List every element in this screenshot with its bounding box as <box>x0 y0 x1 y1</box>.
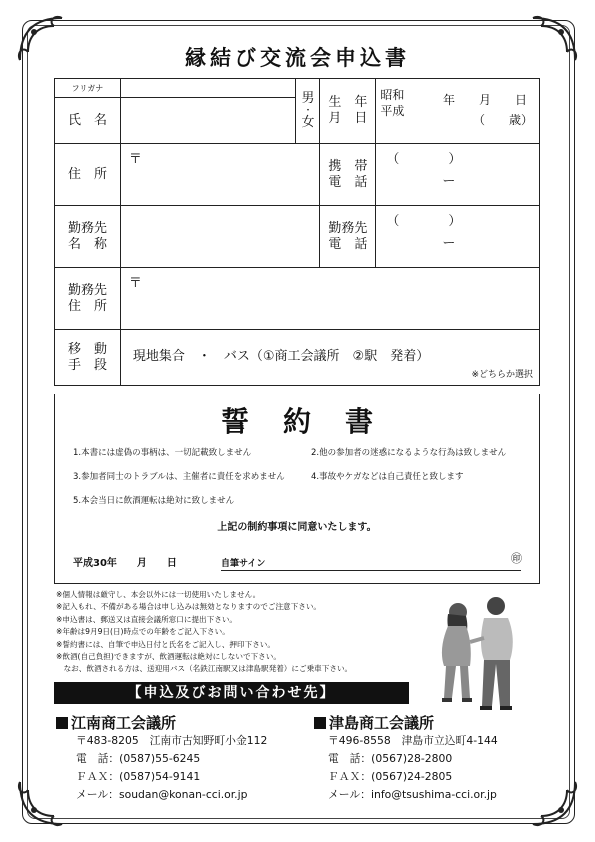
work-phone-label <box>320 206 376 268</box>
notes <box>56 589 352 676</box>
mobile-paren-open: （ <box>386 152 400 167</box>
pledge-item-5: 5.本会当日に飲酒運転は絶対に致しません <box>73 496 235 506</box>
birthdate-field[interactable] <box>376 79 540 144</box>
square-bullet-icon <box>314 717 326 729</box>
furigana-field[interactable] <box>120 79 296 98</box>
couple-illustration <box>420 594 535 714</box>
signature-line[interactable] <box>221 570 521 571</box>
konan-org <box>56 712 176 733</box>
gender-select[interactable] <box>296 79 320 144</box>
name-field[interactable] <box>120 98 296 144</box>
tsushima-fax: ＦＡＸ：(0567)24-2805 <box>328 770 453 783</box>
work-phone-label-line2: 電 話 <box>328 236 368 252</box>
pledge-item-1: 1.本書には虚偽の事柄は、一切記載致しません <box>73 448 252 458</box>
transport-field[interactable] <box>120 330 539 386</box>
note-3: ※申込書は、郵送又は直接会議所窓口に提出下さい。 <box>56 614 238 624</box>
transport-note: ※どちらか選択 <box>471 369 533 380</box>
work-name-label <box>55 206 121 268</box>
birth-label-line2: 月 日 <box>328 111 368 126</box>
name-label: 氏 名 <box>55 98 121 144</box>
konan-postal: 〒483-8205 江南市古知野町小金112 <box>76 734 268 747</box>
corner-ornament-bottom-left <box>14 776 68 830</box>
konan-name: 江南商工会議所 <box>71 714 177 732</box>
birthdate-label <box>320 79 376 144</box>
transport-label-line1: 移 動 <box>67 341 107 357</box>
work-phone-paren-close: ） <box>448 214 462 229</box>
mobile-dash: ー <box>442 174 456 189</box>
work-phone-paren-open: （ <box>386 214 400 229</box>
square-bullet-icon <box>56 717 68 729</box>
era-heisei[interactable]: 平成 <box>380 104 405 118</box>
konan-mail[interactable]: メール：soudan@konan-cci.or.jp <box>76 788 248 801</box>
pledge-item-3: 3.参加者同士のトラブルは、主催者に責任を求めません <box>73 472 285 482</box>
tsushima-tel[interactable]: 電 話：(0567)28-2800 <box>328 752 453 765</box>
mobile-field[interactable] <box>376 144 540 206</box>
tsushima-contact <box>328 732 498 804</box>
pledge-date[interactable]: 平成30年 月 日 <box>73 558 177 569</box>
transport-label <box>55 330 121 386</box>
transport-label-line2: 手 段 <box>67 357 107 373</box>
work-address-label-line2: 住 所 <box>67 298 107 314</box>
mobile-label-line2: 電 話 <box>328 174 368 190</box>
transport-options[interactable]: 現地集合 ・ バス（①商工会議所 ②駅 発着） <box>132 348 430 364</box>
mobile-label <box>320 144 376 206</box>
mobile-label-line1: 携 帯 <box>328 158 368 174</box>
ymd-label: 年 月 日 <box>442 93 533 107</box>
work-name-label-line2: 名 称 <box>67 236 107 252</box>
application-form <box>54 78 540 386</box>
signature-label: 自筆サイン <box>221 559 266 569</box>
pledge-title: 誓約書 <box>220 405 407 438</box>
seal-mark: ㊞ <box>511 552 522 565</box>
address-label: 住 所 <box>55 144 121 206</box>
tsushima-postal: 〒496-8558 津島市立込町4-144 <box>328 734 498 747</box>
note-4: ※年齢は9月9日(日)時点での年齢をご記入下さい。 <box>56 627 230 637</box>
gender-male[interactable]: 男 <box>301 91 315 106</box>
corner-ornament-bottom-right <box>527 776 581 830</box>
work-name-label-line1: 勤務先 <box>67 220 107 236</box>
pledge-item-2: 2.他の参加者の迷惑になるような行為は致しません <box>311 448 507 458</box>
era-showa[interactable]: 昭和 <box>380 88 405 102</box>
mobile-paren-close: ） <box>448 152 462 167</box>
work-address-label-line1: 勤務先 <box>67 282 107 298</box>
note-5: ※誓約書には、自筆で申込日付と氏名をご記入し、押印下さい。 <box>56 639 275 649</box>
konan-tel[interactable]: 電 話：(0587)55-6245 <box>76 752 201 765</box>
postal-mark: 〒 <box>128 152 142 167</box>
tsushima-org <box>314 712 434 733</box>
age-label: （ 歳） <box>472 113 533 127</box>
pledge-section <box>54 394 540 584</box>
tsushima-mail[interactable]: メール：info@tsushima-cci.or.jp <box>328 788 497 801</box>
work-phone-dash: ー <box>442 236 456 251</box>
page-title: 縁結び交流会申込書 <box>185 46 410 70</box>
note-7: なお、飲酒される方は、送迎用バス（名鉄江南駅又は津島駅発着）にご乗車下さい。 <box>56 664 353 674</box>
pledge-agree: 上記の制約事項に同意いたします。 <box>217 522 377 533</box>
pledge-item-4: 4.事故やケガなどは自己責任と致します <box>311 472 464 482</box>
gender-separator: ・ <box>303 106 313 116</box>
konan-fax: ＦＡＸ：(0587)54-9141 <box>76 770 201 783</box>
work-postal-mark: 〒 <box>128 276 142 291</box>
work-phone-label-line1: 勤務先 <box>328 220 368 236</box>
furigana-label: フリガナ <box>55 79 121 98</box>
konan-contact <box>76 732 267 804</box>
note-2: ※記入もれ、不備がある場合は申し込みは無効となりますのでご注意下さい。 <box>56 602 322 612</box>
contact-heading: 【申込及びお問い合わせ先】 <box>54 682 409 704</box>
work-name-field[interactable] <box>120 206 320 268</box>
gender-female[interactable]: 女 <box>301 115 315 130</box>
work-address-field[interactable] <box>120 268 539 330</box>
note-6: ※飲酒(自己負担)できますが、飲酒運転は絶対にしないで下さい。 <box>56 652 281 662</box>
address-field[interactable] <box>120 144 320 206</box>
work-address-label <box>55 268 121 330</box>
work-phone-field[interactable] <box>376 206 540 268</box>
birth-label-line1: 生 年 <box>328 95 368 110</box>
note-1: ※個人情報は厳守し、本会以外には一切使用いたしません。 <box>56 590 261 599</box>
tsushima-name: 津島商工会議所 <box>329 714 435 732</box>
